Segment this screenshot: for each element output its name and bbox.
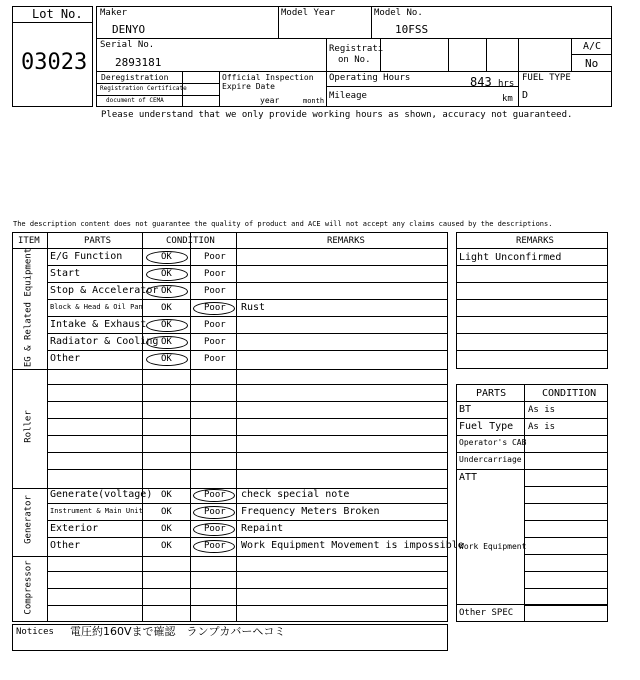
right-remarks-header: REMARKS: [516, 236, 554, 246]
col-header-condition: CONDITION: [166, 236, 215, 246]
lot-label: Lot No.: [32, 7, 83, 21]
model-no-value: 10FSS: [395, 23, 429, 36]
ok-selected-circle: [146, 319, 188, 332]
ok-selected-circle: [146, 336, 188, 349]
section-label: EG & Related Equipment: [23, 247, 34, 367]
remark-text: check special note: [241, 489, 350, 500]
maker-value: DENYO: [112, 23, 146, 36]
ac-label: A/C: [583, 41, 602, 52]
ok-selected-circle: [146, 251, 188, 264]
condition-poor: Poor: [204, 303, 226, 313]
operating-hours-label: Operating Hours: [329, 73, 411, 83]
condition-ok: OK: [161, 320, 172, 330]
cema-document-label: document of CEMA: [106, 97, 164, 104]
remark-text: Rust: [241, 302, 266, 313]
ok-selected-circle: [146, 285, 188, 298]
part-name: Block & Head & Oil Pan: [50, 303, 143, 311]
km-label: km: [502, 94, 513, 104]
poor-selected-circle: [193, 540, 235, 553]
condition-poor: Poor: [204, 541, 226, 551]
part-name: Start: [50, 268, 81, 279]
registration-certificate-label: Registration Certificate: [100, 85, 187, 92]
remark-text: Frequency Meters Broken: [241, 506, 380, 517]
condition-ok: OK: [161, 269, 172, 279]
condition-ok: OK: [161, 252, 172, 262]
section-label: Compressor: [23, 560, 34, 615]
right-part-condition: As is: [528, 405, 556, 415]
disclaimer-text: The description content does not guarantee the quality of product and ACE will not accept any claims caused by the descriptions.: [13, 220, 553, 228]
condition-poor: Poor: [204, 320, 226, 330]
official-inspection-label-line2: Expire Date: [222, 82, 275, 91]
operating-hours-value: 843: [470, 75, 492, 89]
part-name: Other: [50, 353, 81, 364]
poor-selected-circle: [193, 506, 235, 519]
condition-poor: Poor: [204, 507, 226, 517]
condition-poor: Poor: [204, 524, 226, 534]
model-year-label: Model Year: [281, 8, 336, 18]
part-name: Exterior: [50, 523, 99, 534]
notices-text: 電圧約160Vまで確認 ランプカバーヘコミ: [70, 625, 286, 638]
col-header-parts: PARTS: [84, 236, 112, 246]
part-name: Instrument & Main Unit: [50, 507, 143, 515]
registration-label-line2: on No.: [338, 55, 371, 65]
poor-selected-circle: [193, 489, 235, 502]
serial-label: Serial No.: [100, 40, 155, 50]
right-col-parts: PARTS: [476, 388, 507, 399]
condition-poor: Poor: [204, 269, 226, 279]
remark-text: Work Equipment Movement is impossible: [241, 540, 464, 551]
col-header-remarks: REMARKS: [327, 236, 365, 246]
mileage-label: Mileage: [329, 91, 367, 101]
work-equipment-label: Work Equipment: [459, 542, 527, 551]
part-name: Intake & Exhaust: [50, 319, 147, 330]
condition-ok: OK: [161, 286, 172, 296]
year-label: year: [260, 96, 280, 105]
condition-ok: OK: [161, 541, 172, 551]
part-name: Stop & Accelerator: [50, 285, 159, 296]
remark-text: Repaint: [241, 523, 284, 534]
official-inspection-label-line1: Official Inspection: [222, 73, 314, 82]
condition-ok: OK: [161, 490, 172, 500]
working-hours-note: Please understand that we only provide working hours as shown, accuracy not guaranteed.: [101, 110, 573, 120]
right-remarks-row-1: Light Unconfirmed: [459, 252, 562, 263]
maker-label: Maker: [100, 8, 128, 18]
condition-ok: OK: [161, 507, 172, 517]
condition-poor: Poor: [204, 490, 226, 500]
condition-ok: OK: [161, 354, 172, 364]
condition-poor: Poor: [204, 337, 226, 347]
ac-value: No: [585, 57, 599, 70]
section-label: Roller: [23, 409, 34, 443]
condition-ok: OK: [161, 524, 172, 534]
deregistration-label: Deregistration: [101, 73, 169, 82]
right-part-name: Undercarriage: [459, 455, 522, 464]
section-label: Generator: [23, 495, 34, 544]
right-part-name: Fuel Type: [459, 421, 514, 432]
condition-ok: OK: [161, 303, 172, 313]
right-part-condition: As is: [528, 422, 556, 432]
right-part-name: Operator's CAB: [459, 438, 527, 447]
ok-selected-circle: [146, 268, 188, 281]
fuel-type-label: FUEL TYPE: [522, 73, 571, 83]
registration-label-line1: Registrati: [329, 44, 384, 54]
serial-value: 2893181: [115, 56, 162, 69]
other-spec-label: Other SPEC: [459, 608, 514, 618]
ok-selected-circle: [146, 353, 188, 366]
month-label: month: [303, 97, 325, 105]
part-name: E/G Function: [50, 251, 123, 262]
poor-selected-circle: [193, 523, 235, 536]
part-name: Radiator & Cooling: [50, 336, 159, 347]
part-name: Other: [50, 540, 81, 551]
poor-selected-circle: [193, 302, 235, 315]
col-header-item: ITEM: [18, 236, 40, 246]
condition-poor: Poor: [204, 252, 226, 262]
hrs-label: hrs: [498, 79, 515, 89]
notices-label: Notices: [16, 627, 54, 637]
condition-ok: OK: [161, 337, 172, 347]
lot-number: 03023: [21, 50, 88, 75]
right-col-condition: CONDITION: [542, 388, 597, 399]
condition-poor: Poor: [204, 286, 226, 296]
model-no-label: Model No.: [374, 8, 423, 18]
right-part-name: BT: [459, 404, 472, 415]
part-name: Generate(voltage): [50, 489, 153, 500]
right-part-name: ATT: [459, 472, 478, 483]
fuel-type-value: D: [522, 90, 529, 101]
condition-poor: Poor: [204, 354, 226, 364]
